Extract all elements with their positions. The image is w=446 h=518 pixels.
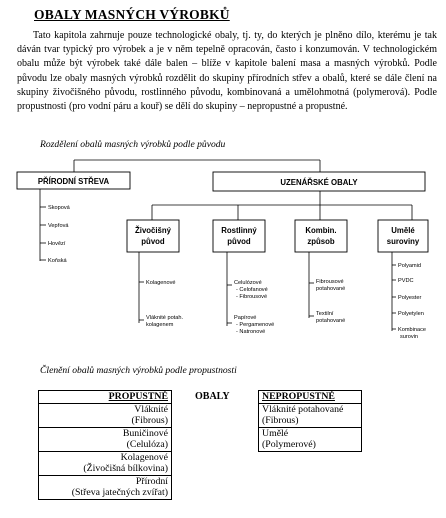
plant-item: - Natronové bbox=[236, 329, 266, 335]
synthetic-materials-label-1: Umělé bbox=[391, 226, 415, 235]
animal-origin-label-1: Živočišný bbox=[135, 226, 171, 235]
permeable-row: Přírodní (Střeva jatečných zvířat) bbox=[39, 475, 172, 499]
synthetic-item: Polyester bbox=[398, 295, 422, 301]
synthetic-materials-box bbox=[378, 220, 428, 252]
combined-item: Fibrousové bbox=[316, 279, 344, 285]
synthetic-item: PVDC bbox=[398, 278, 414, 284]
permeable-row: Kolagenové (Živočišná bílkovina) bbox=[39, 451, 172, 475]
page-title: OBALY MASNÝCH VÝROBKŮ bbox=[34, 7, 230, 22]
natural-item: Hovězí bbox=[48, 241, 66, 247]
center-label: OBALY bbox=[195, 391, 230, 402]
impermeable-row: Umělé (Polymerové) bbox=[259, 427, 362, 451]
impermeable-table bbox=[258, 390, 362, 452]
plant-item: - Celofanové bbox=[236, 287, 268, 293]
combined-item: potahované bbox=[316, 286, 346, 292]
synthetic-item: Kombinace bbox=[398, 327, 426, 333]
intro-paragraph-text: Tato kapitola zahrnuje pouze technologické obaly, tj. ty, do kterých je plněno dílo, kterému je tak dáván tvar typický pro výrobek a je v něm tepelně opracován, často i konzumován. V technologickém obalu může být výrobek také dále balen – blíže v kapitole balení masa a masných výrobků. Podle původu lze obaly masných výrobků rozdělit do skupiny přírodních střev a obalů, které se dále člení na skupiny živočišného původu, rostlinného původu, kombinovaná a umělohmotná (polymerová). Podle propustnosti (pro vodní páru a kouř) se dělí do skupiny – nepropustné a propustné. bbox=[17, 30, 437, 113]
animal-origin-label-2: původ bbox=[141, 237, 165, 246]
plant-item: - Pergamenové bbox=[236, 322, 275, 328]
impermeable-header: NEPROPUSTNÉ bbox=[259, 391, 362, 404]
synthetic-materials-label-2: suroviny bbox=[386, 237, 420, 246]
plant-item: - Fibrousové bbox=[236, 294, 268, 300]
plant-origin-box bbox=[213, 220, 265, 252]
permeable-header: PROPUSTNÉ bbox=[39, 391, 172, 404]
natural-item: Koňská bbox=[48, 258, 67, 264]
synthetic-item: surovin bbox=[400, 334, 419, 340]
animal-item: Vláknité potah. bbox=[146, 315, 184, 321]
combined-item: potahované bbox=[316, 318, 346, 324]
animal-origin-box bbox=[127, 220, 179, 252]
synthetic-item: Polyetylen bbox=[398, 311, 424, 317]
combined-item: Textilní bbox=[316, 311, 334, 317]
plant-item: Papírové bbox=[234, 315, 257, 321]
animal-item: kolagenem bbox=[146, 322, 174, 328]
impermeable-row: Vláknité potahované (Fibrous) bbox=[259, 403, 362, 427]
combined-method-box bbox=[295, 220, 347, 252]
natural-item: Skopová bbox=[48, 205, 70, 211]
plant-origin-label-1: Rostlinný bbox=[221, 226, 257, 235]
permeable-row: Vláknité (Fibrous) bbox=[39, 403, 172, 427]
permeable-table bbox=[38, 390, 172, 500]
permeability-caption: Členění obalů masných výrobků podle propustnosti bbox=[40, 365, 237, 376]
diagram-caption: Rozdělení obalů masných výrobků podle původu bbox=[40, 139, 226, 150]
artificial-casings-label: UZENÁŘSKÉ OBALY bbox=[280, 178, 358, 187]
plant-origin-label-2: původ bbox=[227, 237, 251, 246]
animal-item: Kolagenové bbox=[146, 280, 176, 286]
combined-method-label-2: způsob bbox=[307, 237, 335, 246]
synthetic-item: Polyamid bbox=[398, 263, 422, 269]
plant-item: Celulózové bbox=[234, 280, 262, 286]
permeable-row: Buničinové (Celulóza) bbox=[39, 427, 172, 451]
combined-method-label-1: Kombin. bbox=[305, 226, 337, 235]
natural-item: Vepřová bbox=[48, 223, 69, 229]
natural-casings-label: PŘÍRODNÍ STŘEVA bbox=[37, 177, 110, 186]
